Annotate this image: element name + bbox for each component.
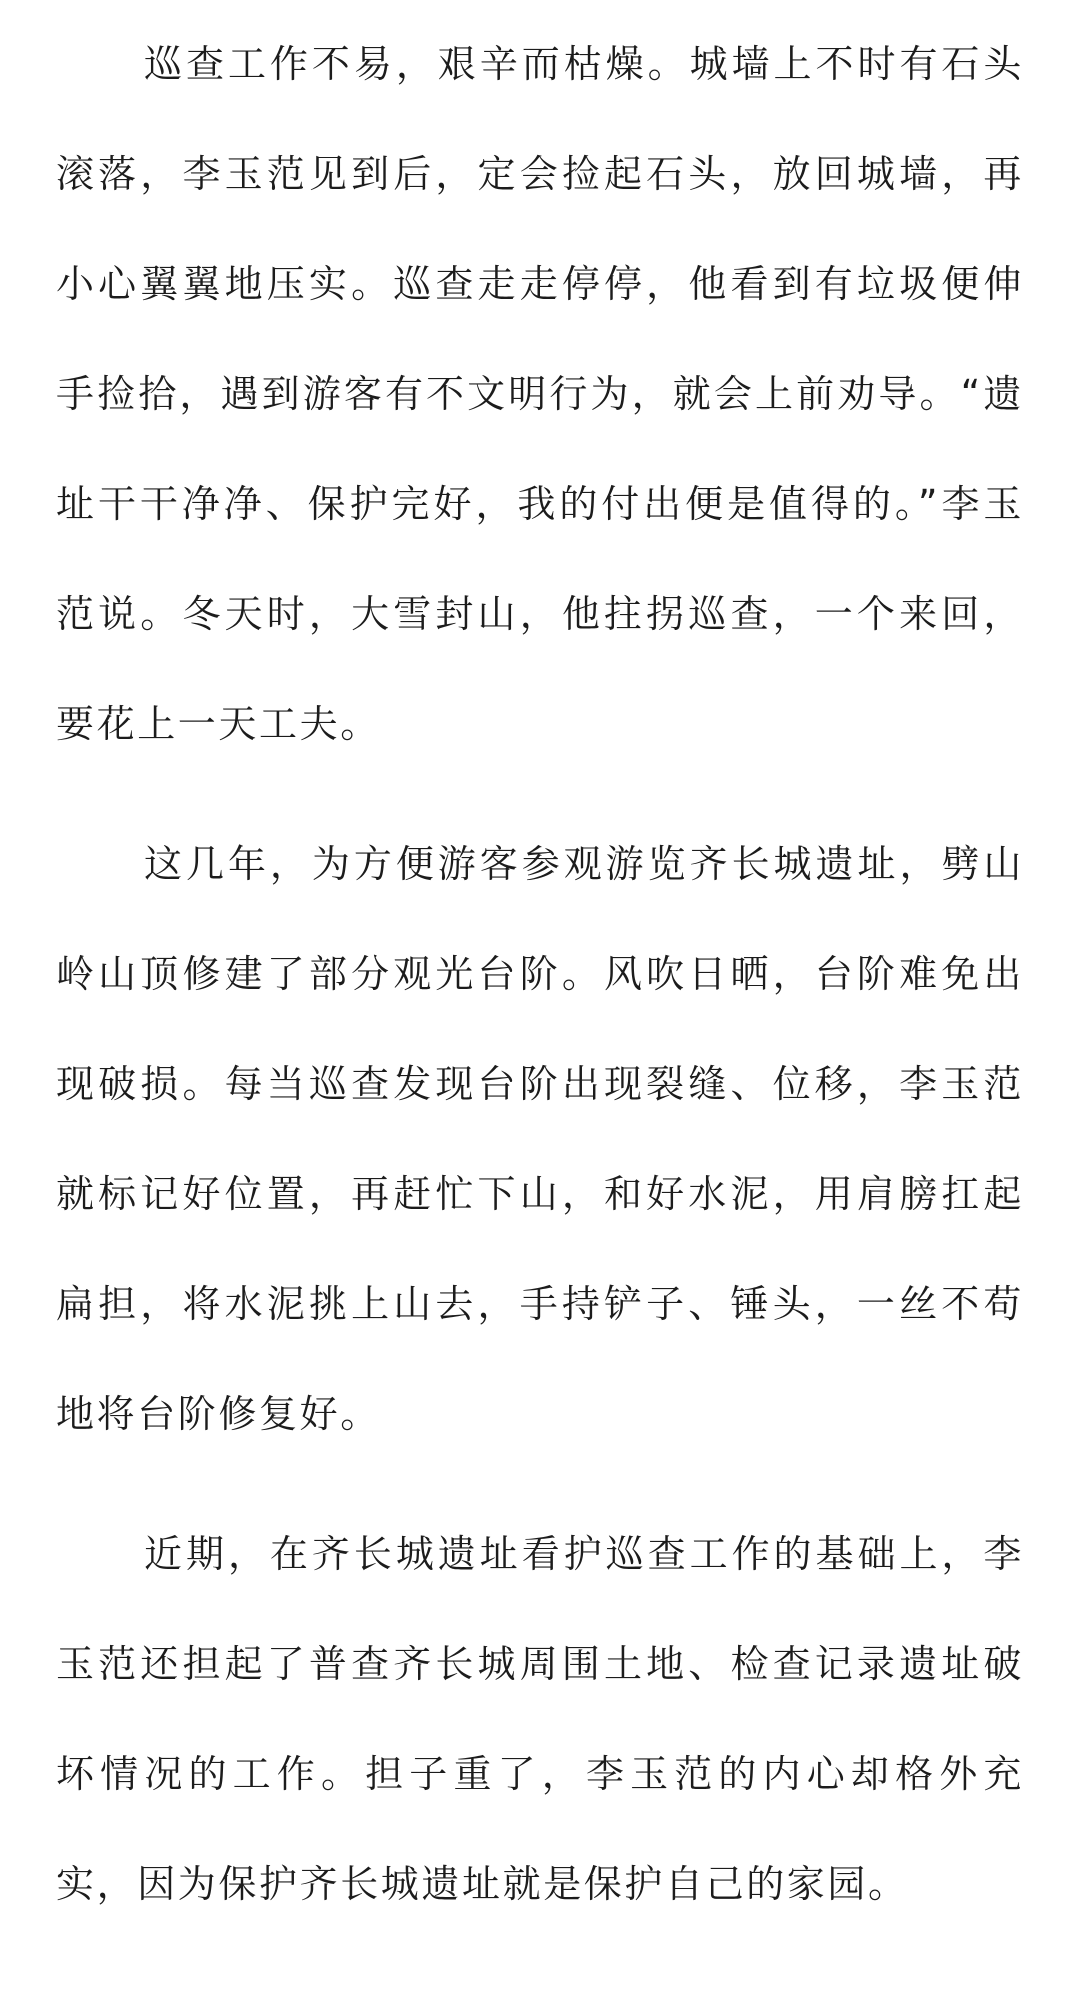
paragraph-patrol-work: 巡查工作不易，艰辛而枯燥。城墙上不时有石头滚落，李玉范见到后，定会捡起石头，放回城墙，再小心翼翼地压实。巡查走走停停，他看到有垃圾便伸手捡拾，遇到游客有不文明行为，就会上前劝导。“遗址干干净净、保护完好，我的付出便是值得的。”李玉范说。冬天时，大雪封山，他拄拐巡查，一个来回，要花上一天工夫。: [56, 42, 1024, 746]
article-body: [56, 0, 1024, 1939]
paragraph-step-repair: 这几年，为方便游客参观游览齐长城遗址，劈山岭山顶修建了部分观光台阶。风吹日晒，台阶难免出现破损。每当巡查发现台阶出现裂缝、位移，李玉范就标记好位置，再赶忙下山，和好水泥，用肩膀扛起扁担，将水泥挑上山去，手持铲子、锤头，一丝不苟地将台阶修复好。: [56, 842, 1024, 1436]
paragraph-land-survey: 近期，在齐长城遗址看护巡查工作的基础上，李玉范还担起了普查齐长城周围土地、检查记录遗址破坏情况的工作。担子重了，李玉范的内心却格外充实，因为保护齐长城遗址就是保护自己的家园。: [56, 1532, 1024, 1906]
